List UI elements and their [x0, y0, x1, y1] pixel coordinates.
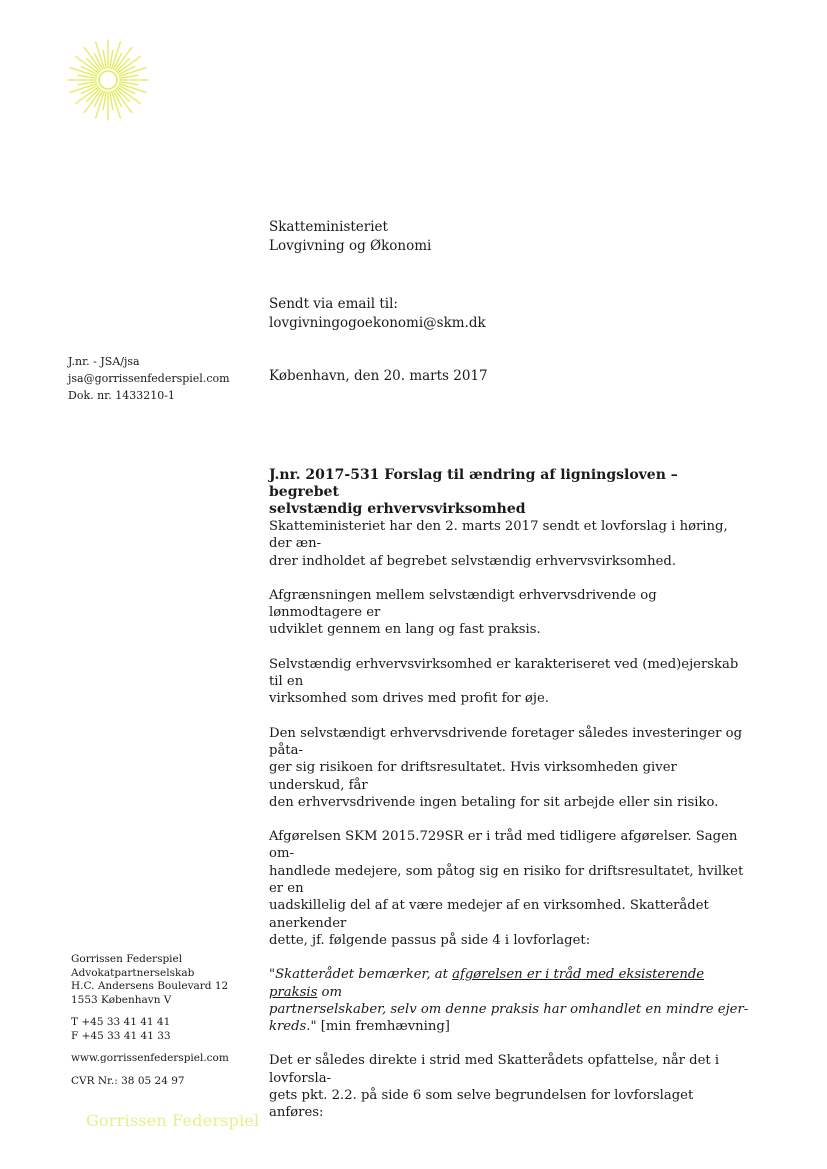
footer-cvr-block: [71, 1075, 229, 1089]
letter-heading: [269, 467, 749, 518]
sent-via-label: Sendt via email til:: [269, 296, 398, 312]
paragraph-1: [269, 518, 749, 570]
reference-block: [68, 353, 230, 404]
recipient-line2: Lovgivning og Økonomi: [269, 238, 432, 254]
p5-line2: handlede medejere, som påtog sig en risiko for driftsresultatet, hvilket er en: [269, 863, 744, 897]
p4-line2: ger sig risikoen for driftsresultatet. Hvis virksomheden giver underskud, får: [269, 760, 677, 793]
p2-line2: udviklet gennem en lang og fast praksis.: [269, 622, 541, 638]
p5-line1: Afgørelsen SKM 2015.729SR er i tråd med tidligere afgørelser. Sagen om-: [269, 829, 738, 862]
p4-line1: Den selvstændigt erhvervsdrivende foretager således investeringer og påta-: [269, 725, 743, 758]
quote-line1: [269, 966, 749, 1001]
paragraph-2: [269, 587, 749, 639]
sent-via-block: [269, 295, 486, 333]
p5-line4: dette, jf. følgende passus på side 4 i lovforlaget:: [269, 932, 591, 948]
quote-line1-end: om: [317, 984, 342, 1000]
p3-line2: virksomhed som drives med profit for øje.: [269, 691, 549, 707]
heading-line2: selvstændig erhvervsvirksomhed: [269, 501, 526, 517]
footer-cvr: CVR Nr.: 38 05 24 97: [71, 1074, 185, 1087]
footer-city: 1553 København V: [71, 993, 172, 1006]
footer-firm: Gorrissen Federspiel: [71, 953, 183, 965]
footer-brand-logo: Gorrissen Federspiel: [86, 1111, 260, 1130]
reference-doc: Dok. nr. 1433210-1: [68, 389, 175, 402]
footer-address-block: [71, 953, 229, 1007]
quote-line3-text: kreds.: [269, 1019, 311, 1035]
quote-emphasis: afgørelsen er i tråd med eksisterende praksis: [269, 967, 705, 1000]
p1-line2: drer indholdet af begrebet selvstændig erhvervsvirksomhed.: [269, 553, 677, 569]
recipient-line1: Skatteministeriet: [269, 219, 388, 235]
p2-line1: Afgrænsningen mellem selvstændigt erhvervsdrivende og lønmodtagere er: [269, 587, 657, 621]
reference-jnr: J.nr. - JSA/jsa: [68, 355, 140, 368]
footer-web-block: [71, 1052, 229, 1066]
footer-street: H.C. Andersens Boulevard 12: [71, 980, 229, 992]
p5-line3: uadskillelig del af at være medejer af en virksomhed. Skatterådet anerkender: [269, 898, 709, 931]
quote-line3: [269, 1018, 749, 1035]
quote-paragraph: [269, 966, 749, 1035]
p1-line1: Skatteministeriet har den 2. marts 2017 sendt et lovforslag i høring, der æn-: [269, 519, 728, 552]
p3-line1: Selvstændig erhvervsvirksomhed er karakteriseret ved (med)ejerskab til en: [269, 656, 739, 690]
reference-email: jsa@gorrissenfederspiel.com: [68, 372, 230, 385]
p4-line3: den erhvervsdrivende ingen betaling for sit arbejde eller sin risiko.: [269, 794, 719, 810]
recipient-address: [269, 218, 431, 256]
footer-contact-block: [71, 1016, 229, 1043]
footer-web: www.gorrissenfederspiel.com: [71, 1052, 229, 1064]
paragraph-4: [269, 725, 749, 811]
quote-line1-start: "Skatterådet bemærker, at: [269, 967, 453, 983]
paragraph-3: [269, 656, 749, 708]
footer-fax: F +45 33 41 41 33: [71, 1029, 171, 1042]
paragraph-5: [269, 828, 749, 949]
footer-phone: T +45 33 41 41 41: [71, 1016, 171, 1028]
quote-line2-text: partnerselskaber, selv om denne praksis har omhandlet en mindre ejer-: [269, 1001, 749, 1017]
sent-via-email: lovgivningogoekonomi@skm.dk: [269, 315, 486, 331]
quote-line2: [269, 1001, 749, 1018]
date-line: København, den 20. marts 2017: [269, 368, 488, 384]
p6-line1: Det er således direkte i strid med Skatterådets opfattelse, når det i lovforsla-: [269, 1053, 720, 1086]
footer-firm-type: Advokatpartnerselskab: [71, 966, 195, 979]
letter-body: [269, 467, 749, 1139]
quote-note: " [min fremhævning]: [310, 1019, 450, 1035]
p6-line2: gets pkt. 2.2. på side 6 som selve begrundelsen for lovforslaget anføres:: [269, 1088, 694, 1121]
footer-address: [71, 953, 229, 1097]
paragraph-6: [269, 1052, 749, 1121]
sun-logo-icon: [50, 34, 160, 124]
heading-line1: J.nr. 2017-531 Forslag til ændring af ligningsloven – begrebet: [269, 467, 678, 500]
